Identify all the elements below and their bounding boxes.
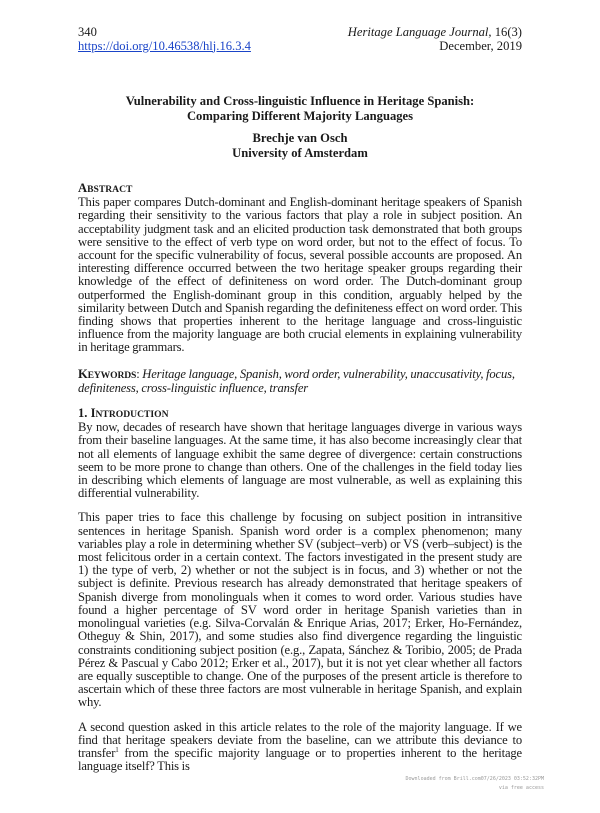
doi-link[interactable]: https://doi.org/10.46538/hlj.16.3.4 <box>78 38 251 53</box>
running-header <box>78 26 522 53</box>
keywords: KEYWORDS: Heritage language, Spanish, word order, vulnerability, unaccusativity, focus, definiteness, cross-linguistic influence, transfer <box>78 366 515 395</box>
abstract-text: This paper compares Dutch-dominant and English-dominant heritage speakers of Spanish regarding their sensitivity to the various factors that play a role in subject position. An acceptability judgment task and an elicited production task demonstrated that both groups were sensitive to the effect of verb type on word order, but not to the effect of focus. To account for the specific vulnerability of focus, several possible accounts are proposed. An interesting difference occurred between the two heritage speaker groups regarding their knowledge of the effect of definiteness on word order. The Dutch-dominant group outperformed the English-dominant group in this condition, arguably helped by the similarity between Dutch and Spanish regarding the definiteness effect on word order. This finding shows that properties inherent to the heritage language and cross-linguistic influence from the majority language are both crucial elements in explaining vulnerability in heritage grammars. <box>78 195 522 355</box>
author-name: Brechje van Osch <box>252 131 348 145</box>
abstract-heading: ABSTRACT <box>78 181 133 195</box>
title-line-1: Vulnerability and Cross-linguistic Influence in Heritage Spanish: <box>125 94 475 108</box>
journal-name: Heritage Language Journal, <box>347 25 492 39</box>
footnote-marker[interactable]: 1 <box>115 745 119 754</box>
title-line-2: Comparing Different Majority Languages <box>186 108 414 123</box>
author-affiliation: University of Amsterdam <box>232 145 368 160</box>
running-header-left <box>78 26 251 53</box>
keywords-list: Heritage language, Spanish, word order, vulnerability, unaccusativity, focus, definiteness, cross-linguistic influence, transfer <box>78 366 515 395</box>
intro-paragraph-3: A second question asked in this article relates to the role of the majority language. If we find that heritage speakers deviate from the baseline, can we attribute this deviance to transfer$^1$ from the specific majority language or to properties inherent to the heritage language itself? This is <box>78 719 522 774</box>
keywords-label: KEYWORDS <box>78 366 137 381</box>
intro-paragraph-2: This paper tries to face this challenge by focusing on subject position in intransitive sentences in heritage Spanish. Spanish word order is a complex phenomenon; many variables play a role in determining whether SV (subject–verb) or VS (verb–subject) is the most felicitous order in a certain context. The factors investigated in the present study are 1) the type of verb, 2) whether or not the subject is in focus, and 3) whether or not the subject is definite. Previous research has already demonstrated that heritage speakers of Spanish diverge from monolinguals when it comes to word order. Various studies have found a higher percentage of SV word order in heritage Spanish varieties than in monolingual varieties (e.g. Silva-Corvalán & Enrique Arias, 2017; Erker, Ho-Fernández, Otheguy & Shin, 2017), and some studies also find divergence regarding the linguistic constraints conditioning subject position (e.g., Zapata, Sánchez & Toribio, 2005; de Prada Pérez & Pascual y Cabo 2012; Erker et al., 2017), but it is not yet clear whether all factors are equally susceptible to change. One of the purposes of the present article is therefore to ascertain which of these three factors are most vulnerable in heritage Spanish, and explain why. <box>78 510 522 710</box>
introduction-heading: 1. INTRODUCTION <box>78 406 169 421</box>
journal-volume: 16(3) <box>494 25 522 39</box>
page-number: 340 <box>78 25 97 39</box>
author-block <box>78 131 522 160</box>
publication-date: December, 2019 <box>439 38 522 53</box>
running-header-right <box>348 26 522 53</box>
intro-paragraph-1: By now, decades of research have shown that heritage languages diverge in various ways from their baseline languages. At the same time, it has also become increasingly clear that not all elements of language exhibit the same degree of divergence: certain constructions seem to be more prone to change than others. One of the challenges in the field today lies in describing which elements of language are most vulnerable, as well as explaining this differential vulnerability. <box>78 420 522 501</box>
download-watermark: Downloaded from Brill.com07/26/2023 03:52:32PM via free access <box>405 776 544 792</box>
article-title <box>78 94 522 123</box>
